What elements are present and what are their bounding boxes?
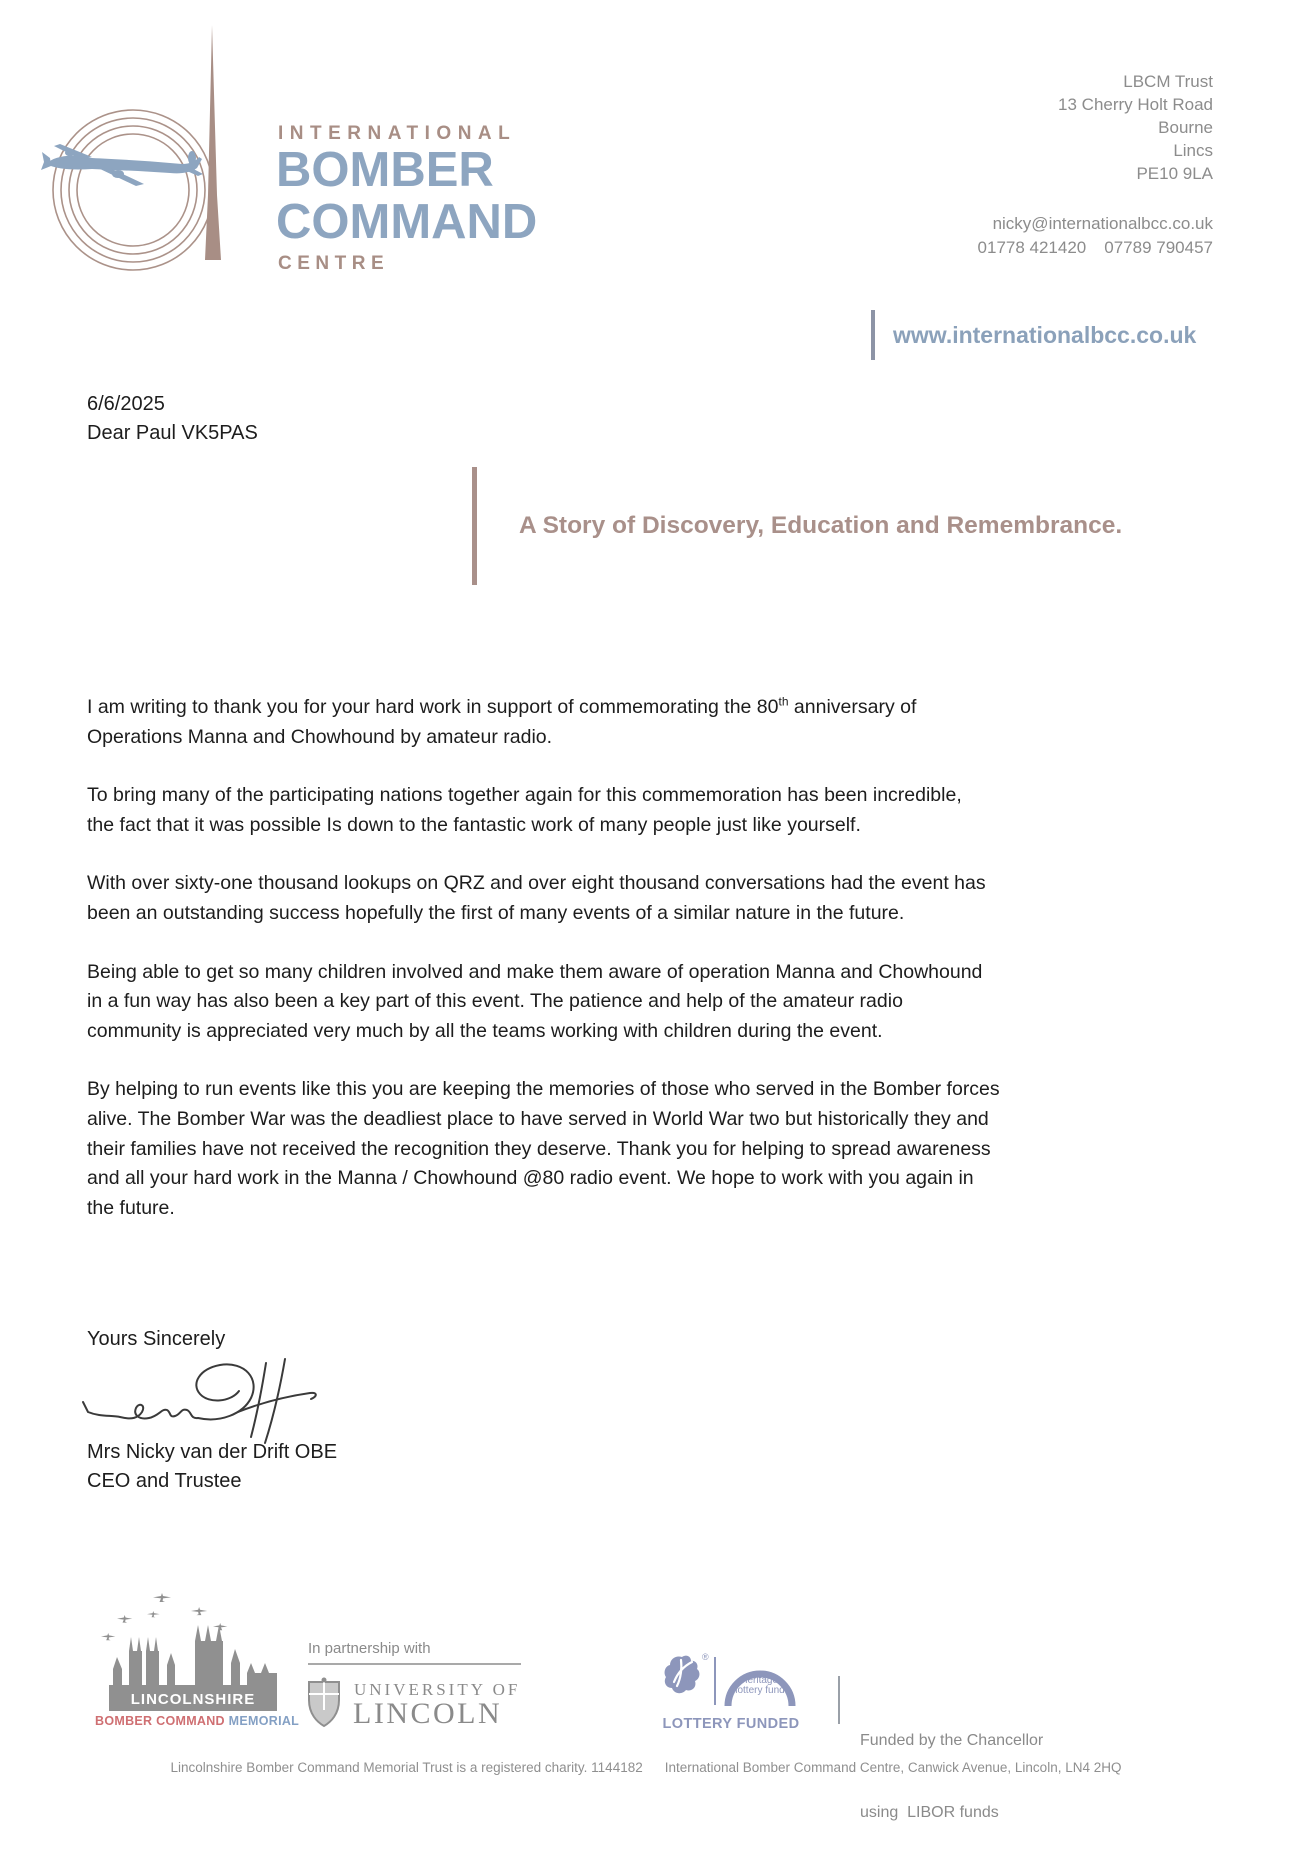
registered-mark: ® bbox=[702, 1652, 709, 1662]
university-name-line2: LINCOLN bbox=[353, 1697, 503, 1730]
funding-line: Funded by the Chancellor bbox=[860, 1732, 1044, 1749]
address-line: Lincs bbox=[1173, 141, 1213, 160]
logo-word-command: COMMAND bbox=[276, 195, 538, 249]
paragraph bbox=[87, 1075, 1032, 1223]
centre-address: International Bomber Command Centre, Canwick Avenue, Lincoln, LN4 2HQ bbox=[664, 1760, 1122, 1775]
signatory-name: Mrs Nicky van der Drift OBE bbox=[87, 1441, 338, 1463]
email-address: nicky@internationalbcc.co.uk bbox=[992, 214, 1213, 233]
paragraph bbox=[87, 781, 1032, 840]
partnership-label: In partnership with bbox=[308, 1640, 431, 1657]
body-line: and all your hard work in the Manna / Chowhound @80 radio event. We hope to work with you again in bbox=[87, 1167, 974, 1190]
body-line: been an outstanding success hopefully the first of many events of a similar nature in the future. bbox=[87, 901, 905, 924]
letter-closing: Yours Sincerely bbox=[87, 1328, 226, 1350]
address-line: 13 Cherry Holt Road bbox=[1058, 95, 1213, 114]
address-line: Bourne bbox=[1158, 118, 1213, 137]
address-line: PE10 9LA bbox=[1136, 164, 1213, 183]
bomber-aircraft-icon bbox=[40, 128, 210, 198]
sender-address bbox=[1058, 70, 1213, 185]
funding-line: using LIBOR funds bbox=[860, 1804, 999, 1821]
ibcc-logo bbox=[40, 20, 600, 290]
crossed-fingers-icon bbox=[662, 1654, 704, 1706]
lottery-funded-logo bbox=[662, 1650, 812, 1738]
letter-salutation: Dear Paul VK5PAS bbox=[87, 422, 258, 444]
body-line: By helping to run events like this you are keeping the memories of those who served in the Bomber forces bbox=[87, 1078, 1000, 1101]
lottery-divider-bar bbox=[714, 1657, 716, 1705]
paragraph bbox=[87, 693, 1032, 752]
body-line: the future. bbox=[87, 1196, 175, 1219]
phone-numbers bbox=[978, 236, 1213, 260]
heritage-text-line2: lottery fund bbox=[735, 1685, 785, 1696]
body-line: With over sixty-one thousand lookups on QRZ and over eight thousand conversations had the event has bbox=[87, 872, 986, 895]
letter-date: 6/6/2025 bbox=[87, 393, 165, 415]
logo-word-centre: CENTRE bbox=[278, 253, 390, 274]
body-line: I am writing to thank you for your hard work in support of commemorating the 80th anniversary of bbox=[87, 694, 917, 718]
signatory-title: CEO and Trustee bbox=[87, 1470, 242, 1492]
tagline: A Story of Discovery, Education and Remembrance. bbox=[519, 512, 1123, 539]
partnership-rule bbox=[308, 1663, 521, 1665]
website-divider-bar bbox=[871, 310, 875, 360]
body-line: community is appreciated very much by all the teams working with children during the event. bbox=[87, 1019, 883, 1042]
spire-icon bbox=[200, 25, 226, 260]
body-line: alive. The Bomber War was the deadliest place to have served in World War two but historically they and bbox=[87, 1107, 989, 1130]
lincolnshire-logo-subtitle: BOMBER COMMAND MEMORIAL bbox=[95, 1714, 300, 1728]
paragraph bbox=[87, 958, 1032, 1047]
logo-word-international: INTERNATIONAL bbox=[278, 123, 517, 144]
lottery-funded-label: LOTTERY FUNDED bbox=[662, 1716, 800, 1732]
phone-number: 01778 421420 bbox=[977, 238, 1087, 257]
website-url: www.internationalbcc.co.uk bbox=[893, 322, 1197, 348]
charity-registration-line bbox=[0, 1760, 1292, 1775]
logo-word-bomber: BOMBER bbox=[276, 143, 494, 197]
body-line: their families have not received the recognition they deserve. Thank you for helping to spread awareness bbox=[87, 1137, 991, 1160]
paragraph bbox=[87, 869, 1032, 928]
university-crest-icon bbox=[303, 1676, 345, 1730]
body-line: the fact that it was possible Is down to the fantastic work of many people just like yourself. bbox=[87, 813, 861, 836]
lincolnshire-memorial-logo bbox=[95, 1585, 300, 1735]
signature bbox=[80, 1350, 325, 1450]
body-line: To bring many of the participating nations together again for this commemoration has been incredible, bbox=[87, 784, 962, 807]
lincolnshire-logo-name: LINCOLNSHIRE bbox=[130, 1691, 256, 1708]
university-name-line1: UNIVERSITY OF bbox=[354, 1680, 521, 1699]
heritage-text-line1: heritage bbox=[741, 1675, 779, 1686]
address-line: LBCM Trust bbox=[1123, 72, 1213, 91]
body-line: Operations Manna and Chowhound by amateur radio. bbox=[87, 725, 553, 748]
body-line: in a fun way has also been a key part of this event. The patience and help of the amateur radio bbox=[87, 990, 903, 1013]
contact-block bbox=[978, 212, 1213, 260]
letter-body bbox=[87, 693, 1032, 1252]
funding-divider-bar bbox=[838, 1676, 840, 1724]
body-line: Being able to get so many children involved and make them aware of operation Manna and Chowhound bbox=[87, 960, 983, 983]
tagline-divider-bar bbox=[472, 467, 477, 585]
phone-number: 07789 790457 bbox=[1104, 238, 1213, 257]
charity-registration: Lincolnshire Bomber Command Memorial Trust is a registered charity. 1144182 bbox=[170, 1760, 643, 1775]
superscript: th bbox=[778, 694, 789, 709]
